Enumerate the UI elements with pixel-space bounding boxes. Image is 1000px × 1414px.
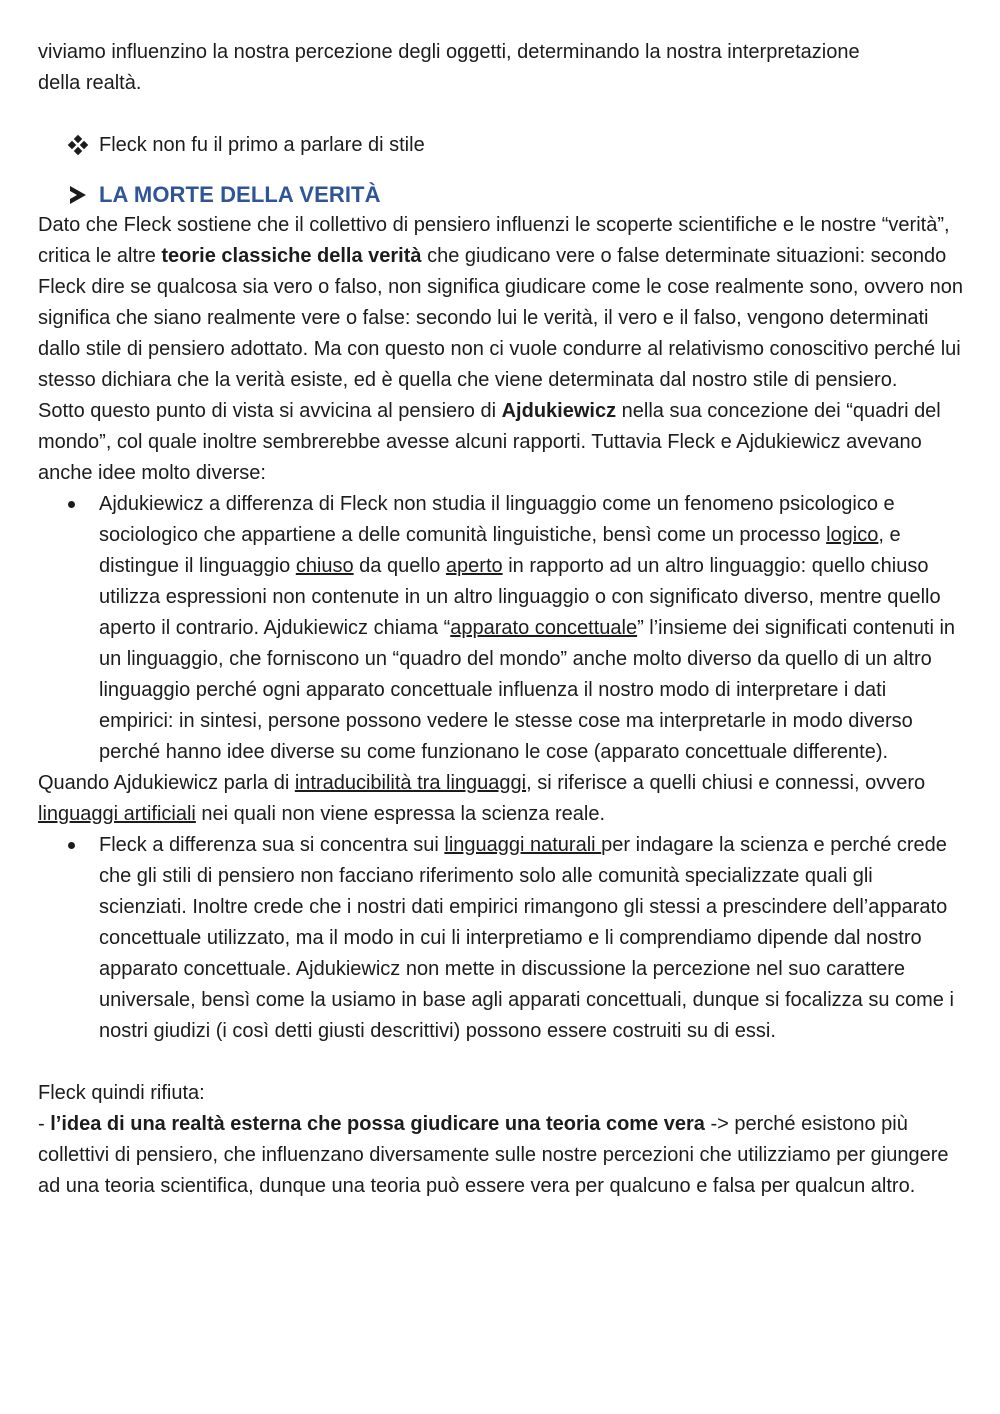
intro-paragraph: viviamo influenzino la nostra percezione degli oggetti, determinando la nostra interpretazione della realtà. [38,41,860,94]
underlined-term: logico [826,524,879,546]
blank-line [38,1047,963,1078]
diamond-list-item: Fleck non fu il primo a parlare di stile [38,130,963,161]
underlined-term: intraducibilità tra linguaggi [294,772,527,794]
ajdukiewicz-paragraph: Sotto questo punto di vista si avvicina al pensiero di Ajdukiewicz nella sua concezione dei “quadri del mondo”, col quale inoltre sembrerebbe avesse alcuni rapporti. Tuttavia Fleck e Ajdukiewicz avevano anche idee molto diverse: [38,400,941,484]
section-heading-text: LA MORTE DELLA VERITÀ [99,182,381,207]
bold-term: teorie classiche della verità [161,245,422,267]
rejection-intro: Fleck quindi rifiuta: [38,1082,205,1104]
document-page [38,37,963,1202]
bullet-dot-icon [68,501,75,508]
bullet-dot-icon [68,842,75,849]
bullet-list-item: Ajdukiewicz a differenza di Fleck non studia il linguaggio come un fenomeno psicologico e sociologico che appartiene a delle comunità linguistiche, bensì come un processo logico, e distingue il linguaggio chiuso da quello aperto in rapporto ad un altro linguaggio: quello chiuso utilizza espressioni non contenute in un altro linguaggio o con significato diverso, mentre quello aperto il contrario. Ajdukiewicz chiama “apparato concettuale” l’insieme dei significati contenuti in un linguaggio, che forniscono un “quadro del mondo” anche molto diverso da quello di un altro linguaggio perché ogni apparato concettuale influenza il nostro modo di interpretare i dati empirici: in sintesi, persone possono vedere le stesse cose ma interpretarle in modo diverso perché hanno idee diverse su come funzionano le cose (apparato concettuale differente). [38,489,963,768]
blank-line [38,99,963,130]
intraducibility-paragraph: Quando Ajdukiewicz parla di intraducibilità tra linguaggi, si riferisce a quelli chiusi e connessi, ovvero linguaggi artificiali nei quali non viene espressa la scienza reale. [38,772,926,825]
underlined-term: apparato concettuale [450,617,638,639]
rejection-paragraph: - l’idea di una realtà esterna che possa giudicare una teoria come vera -> perché esistono più collettivi di pensiero, che influenzano diversamente sulle nostre percezioni che utilizziamo per giungere ad una teoria scientifica, dunque una teoria può essere vera per qualcuno e falsa per qualcun altro. [38,1113,949,1197]
bullet-list-item: Fleck a differenza sua si concentra sui linguaggi naturali per indagare la scienza e perché crede che gli stili di pensiero non facciano riferimento solo alle comunità specializzate quali gli scienziati. Inoltre crede che i nostri dati empirici rimangono gli stessi a prescindere dell’apparato concettuale utilizzato, ma il modo in cui li interpretiamo e li comprendiamo dipende dal nostro apparato concettuale. Ajdukiewicz non mette in discussione la percezione nel suo carattere universale, bensì come la usiamo in base agli apparati concettuali, dunque si focalizza su come i nostri giudizi (i così detti giusti descrittivi) possono essere costruiti su di essi. [38,830,963,1047]
underlined-term: aperto [445,555,503,577]
section-heading [38,179,963,210]
diamond-bullet-icon [69,136,87,154]
underlined-term: chiuso [295,555,354,577]
underlined-term: linguaggi naturali [444,834,602,856]
bold-term: Ajdukiewicz [501,400,617,422]
underlined-term: linguaggi artificiali [38,803,196,825]
arrow-bullet-icon [70,186,86,204]
truth-paragraph: Dato che Fleck sostiene che il collettivo di pensiero influenzi le scoperte scientifiche e le nostre “verità”, critica le altre teorie classiche della verità che giudicano vere o false determinate situazioni: secondo Fleck dire se qualcosa sia vero o falso, non significa giudicare come le cose realmente sono, ovvero non significa che siano realmente vere o false: secondo lui le verità, il vero e il falso, vengono determinati dallo stile di pensiero adottato. Ma con questo non ci vuole condurre al relativismo conoscitivo perché lui stesso dichiara che la verità esiste, ed è quella che viene determinata dal nostro stile di pensiero. [38,214,963,391]
bold-term: l’idea di una realtà esterna che possa giudicare una teoria come vera [50,1113,705,1135]
